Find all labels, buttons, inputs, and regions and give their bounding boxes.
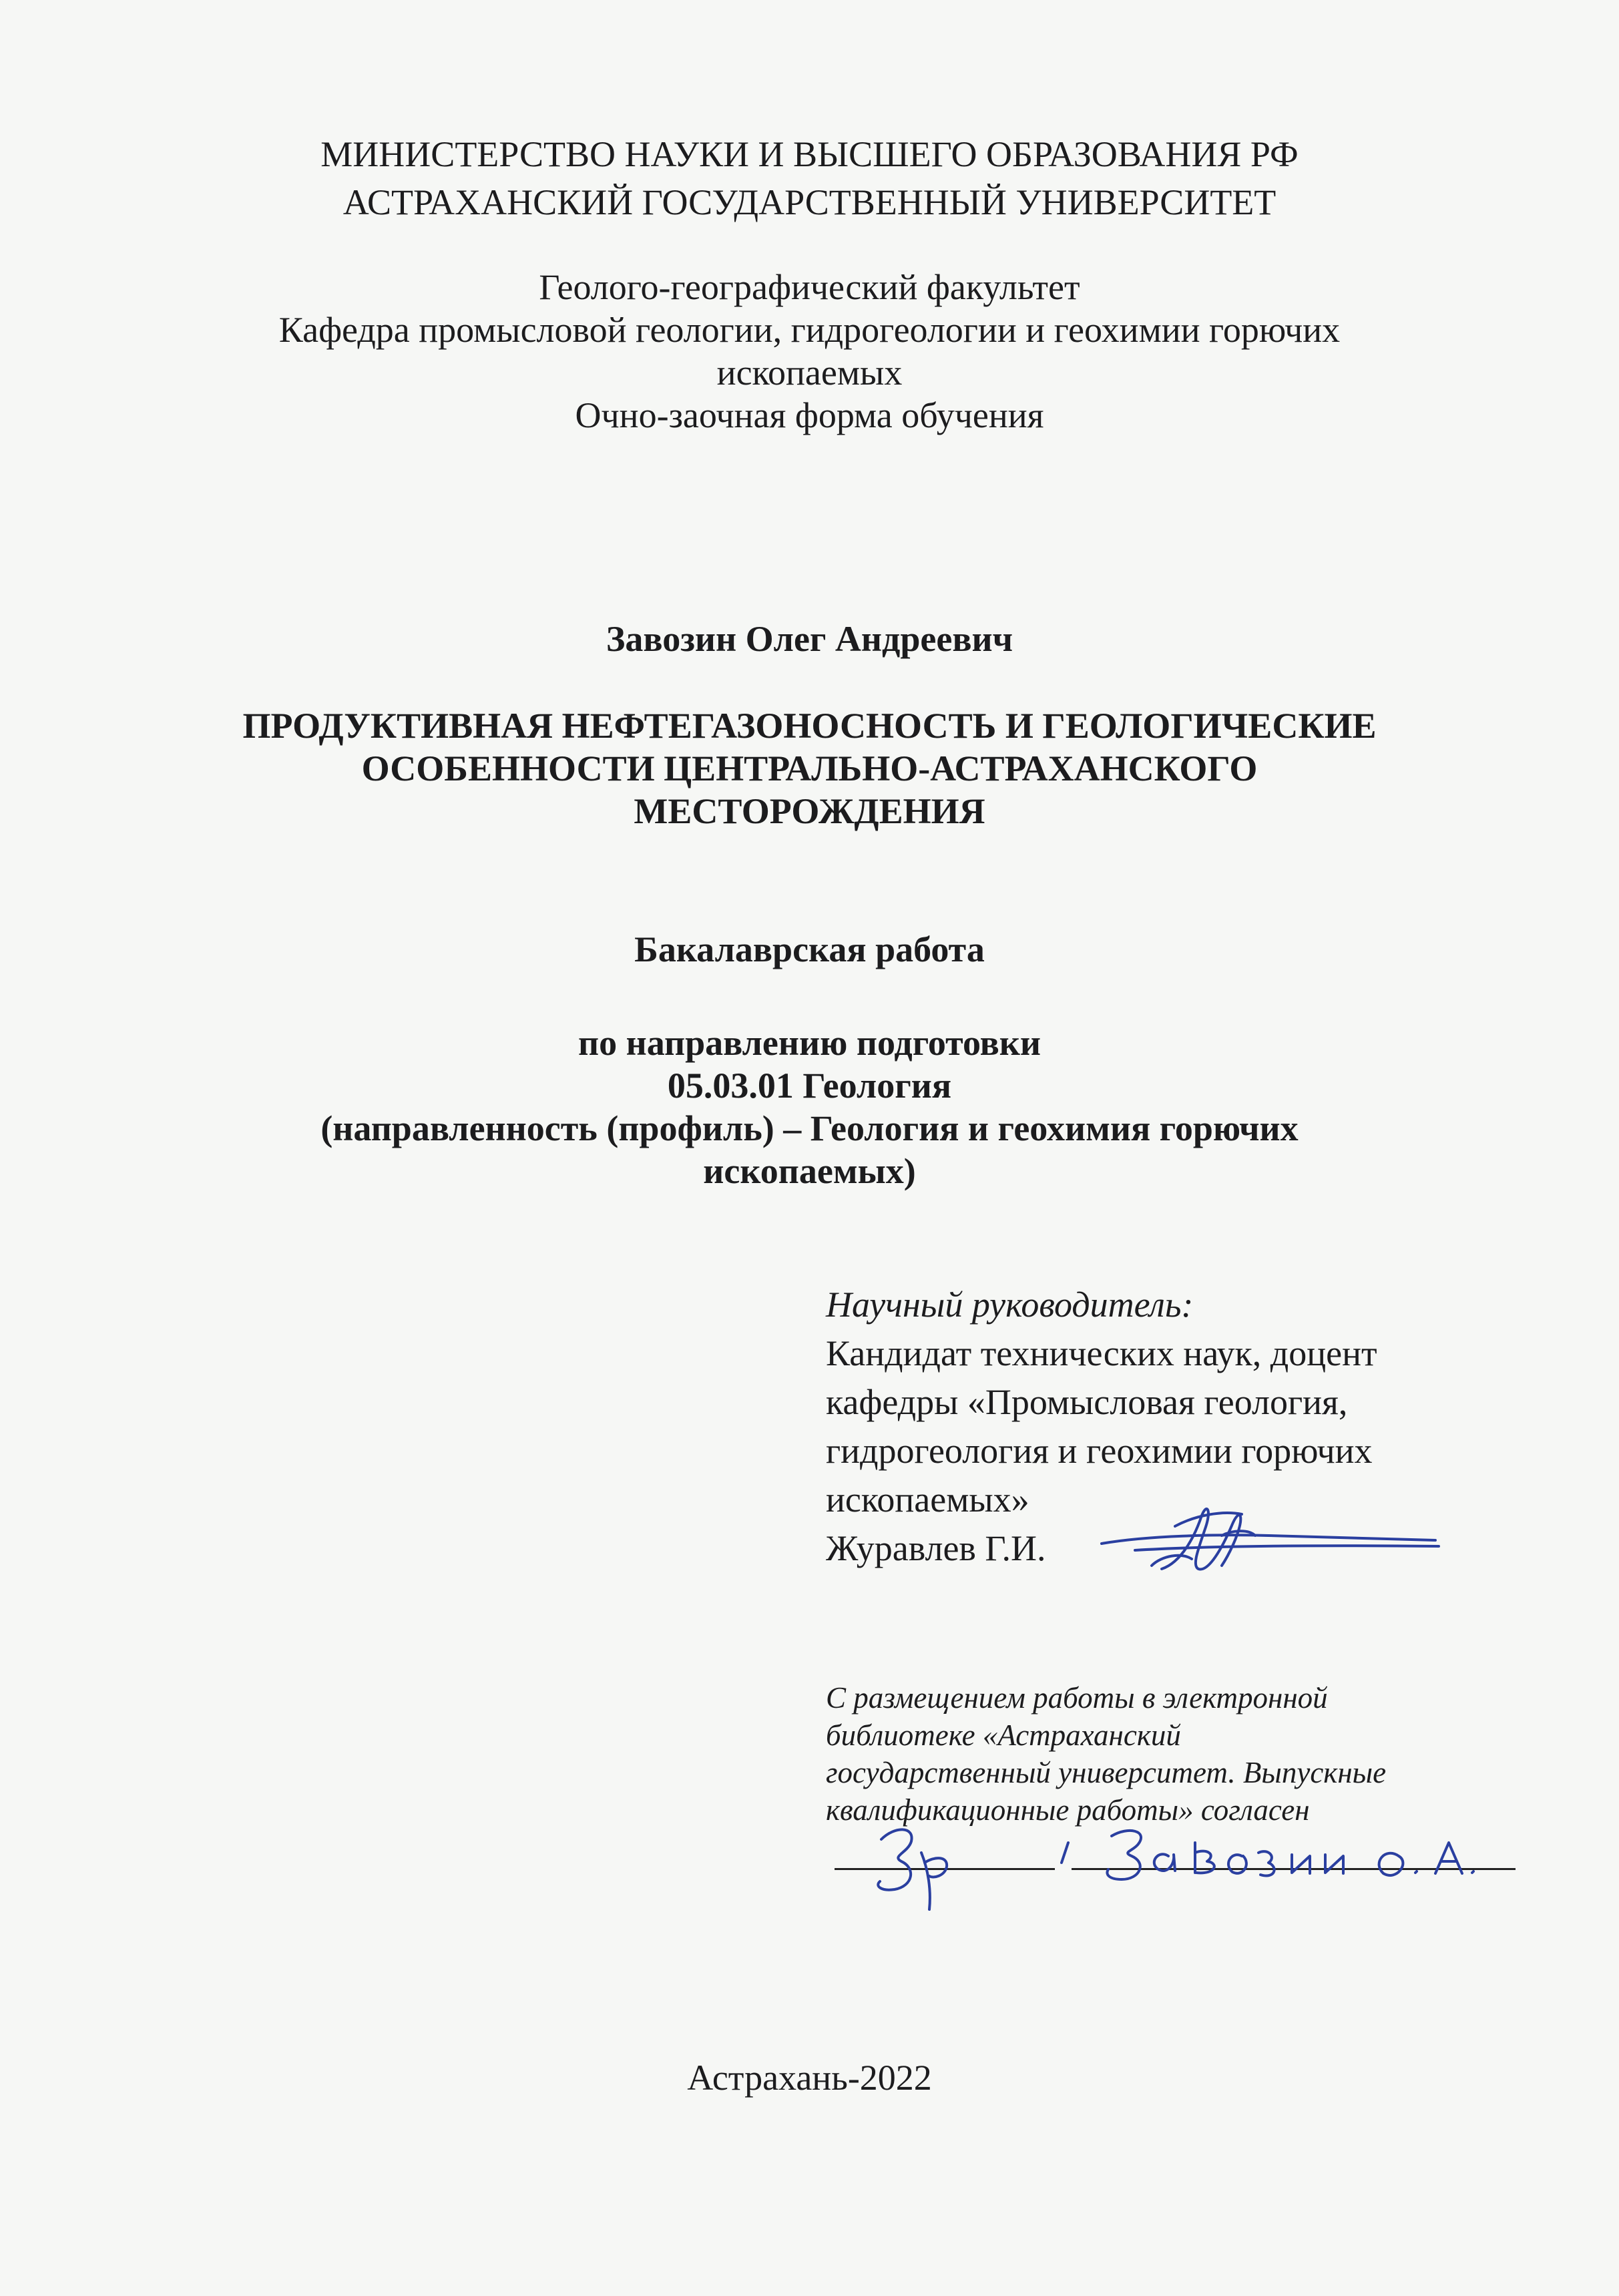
consent-line-1: С размещением работы в электронной <box>826 1681 1328 1714</box>
consent-line-2: библиотеке «Астраханский <box>826 1718 1181 1752</box>
consent-signature-line-left <box>835 1868 1055 1870</box>
direction-line-1: по направлению подготовки <box>577 1023 1042 1063</box>
supervisor-line-4: ископаемых» <box>826 1479 1029 1520</box>
thesis-title-line-1: ПРОДУКТИВНАЯ НЕФТЕГАЗОНОСНОСТЬ И ГЕОЛОГИЧЕСКИЕ <box>242 706 1377 746</box>
supervisor-line-3: гидрогеология и геохимии горючих <box>826 1431 1373 1471</box>
consent-line-3: государственный университет. Выпускные <box>826 1756 1387 1789</box>
consent-signature-line-right <box>1072 1868 1516 1870</box>
chair-name-line-1: Кафедра промысловой геологии, гидрогеологии и геохимии горючих <box>278 310 1341 350</box>
supervisor-line-1: Кандидат технических наук, доцент <box>826 1333 1377 1373</box>
direction-line-4: ископаемых) <box>703 1151 916 1191</box>
city-year: Астрахань-2022 <box>687 2058 932 2098</box>
supervisor-label: Научный руководитель: <box>826 1285 1194 1325</box>
thesis-title <box>0 704 1619 833</box>
header-block <box>0 130 1619 226</box>
faculty-name: Геолого-географический факультет <box>539 267 1080 307</box>
supervisor-block <box>826 1281 1377 1573</box>
work-type: Бакалаврская работа <box>634 929 985 969</box>
handwritten-name <box>1062 1831 1473 1879</box>
supervisor-name: Журавлев Г.И. <box>826 1528 1046 1568</box>
thesis-title-line-2: ОСОБЕННОСТИ ЦЕНТРАЛЬНО-АСТРАХАНСКОГО <box>361 748 1258 788</box>
direction-block <box>0 1021 1619 1192</box>
work-type-block <box>0 928 1619 971</box>
ministry-name: МИНИСТЕРСТВО НАУКИ И ВЫСШЕГО ОБРАЗОВАНИЯ РФ <box>320 134 1299 174</box>
author-block <box>0 618 1619 660</box>
direction-line-2: 05.03.01 Геология <box>667 1066 952 1106</box>
thesis-title-line-3: МЕСТОРОЖДЕНИЯ <box>634 791 985 831</box>
consent-line-4: квалификационные работы» согласен <box>826 1793 1310 1827</box>
footer-block <box>0 2056 1619 2099</box>
consent-block <box>826 1679 1386 1829</box>
supervisor-line-2: кафедры «Промысловая геология, <box>826 1382 1348 1422</box>
direction-line-3: (направленность (профиль) – Геология и геохимия горючих <box>320 1108 1299 1148</box>
study-form: Очно-заочная форма обучения <box>575 395 1044 435</box>
university-name: АСТРАХАНСКИЙ ГОСУДАРСТВЕННЫЙ УНИВЕРСИТЕТ <box>342 182 1277 222</box>
chair-name-line-2: ископаемых <box>716 353 903 393</box>
department-block <box>0 266 1619 437</box>
author-name: Завозин Олег Андреевич <box>606 619 1013 659</box>
